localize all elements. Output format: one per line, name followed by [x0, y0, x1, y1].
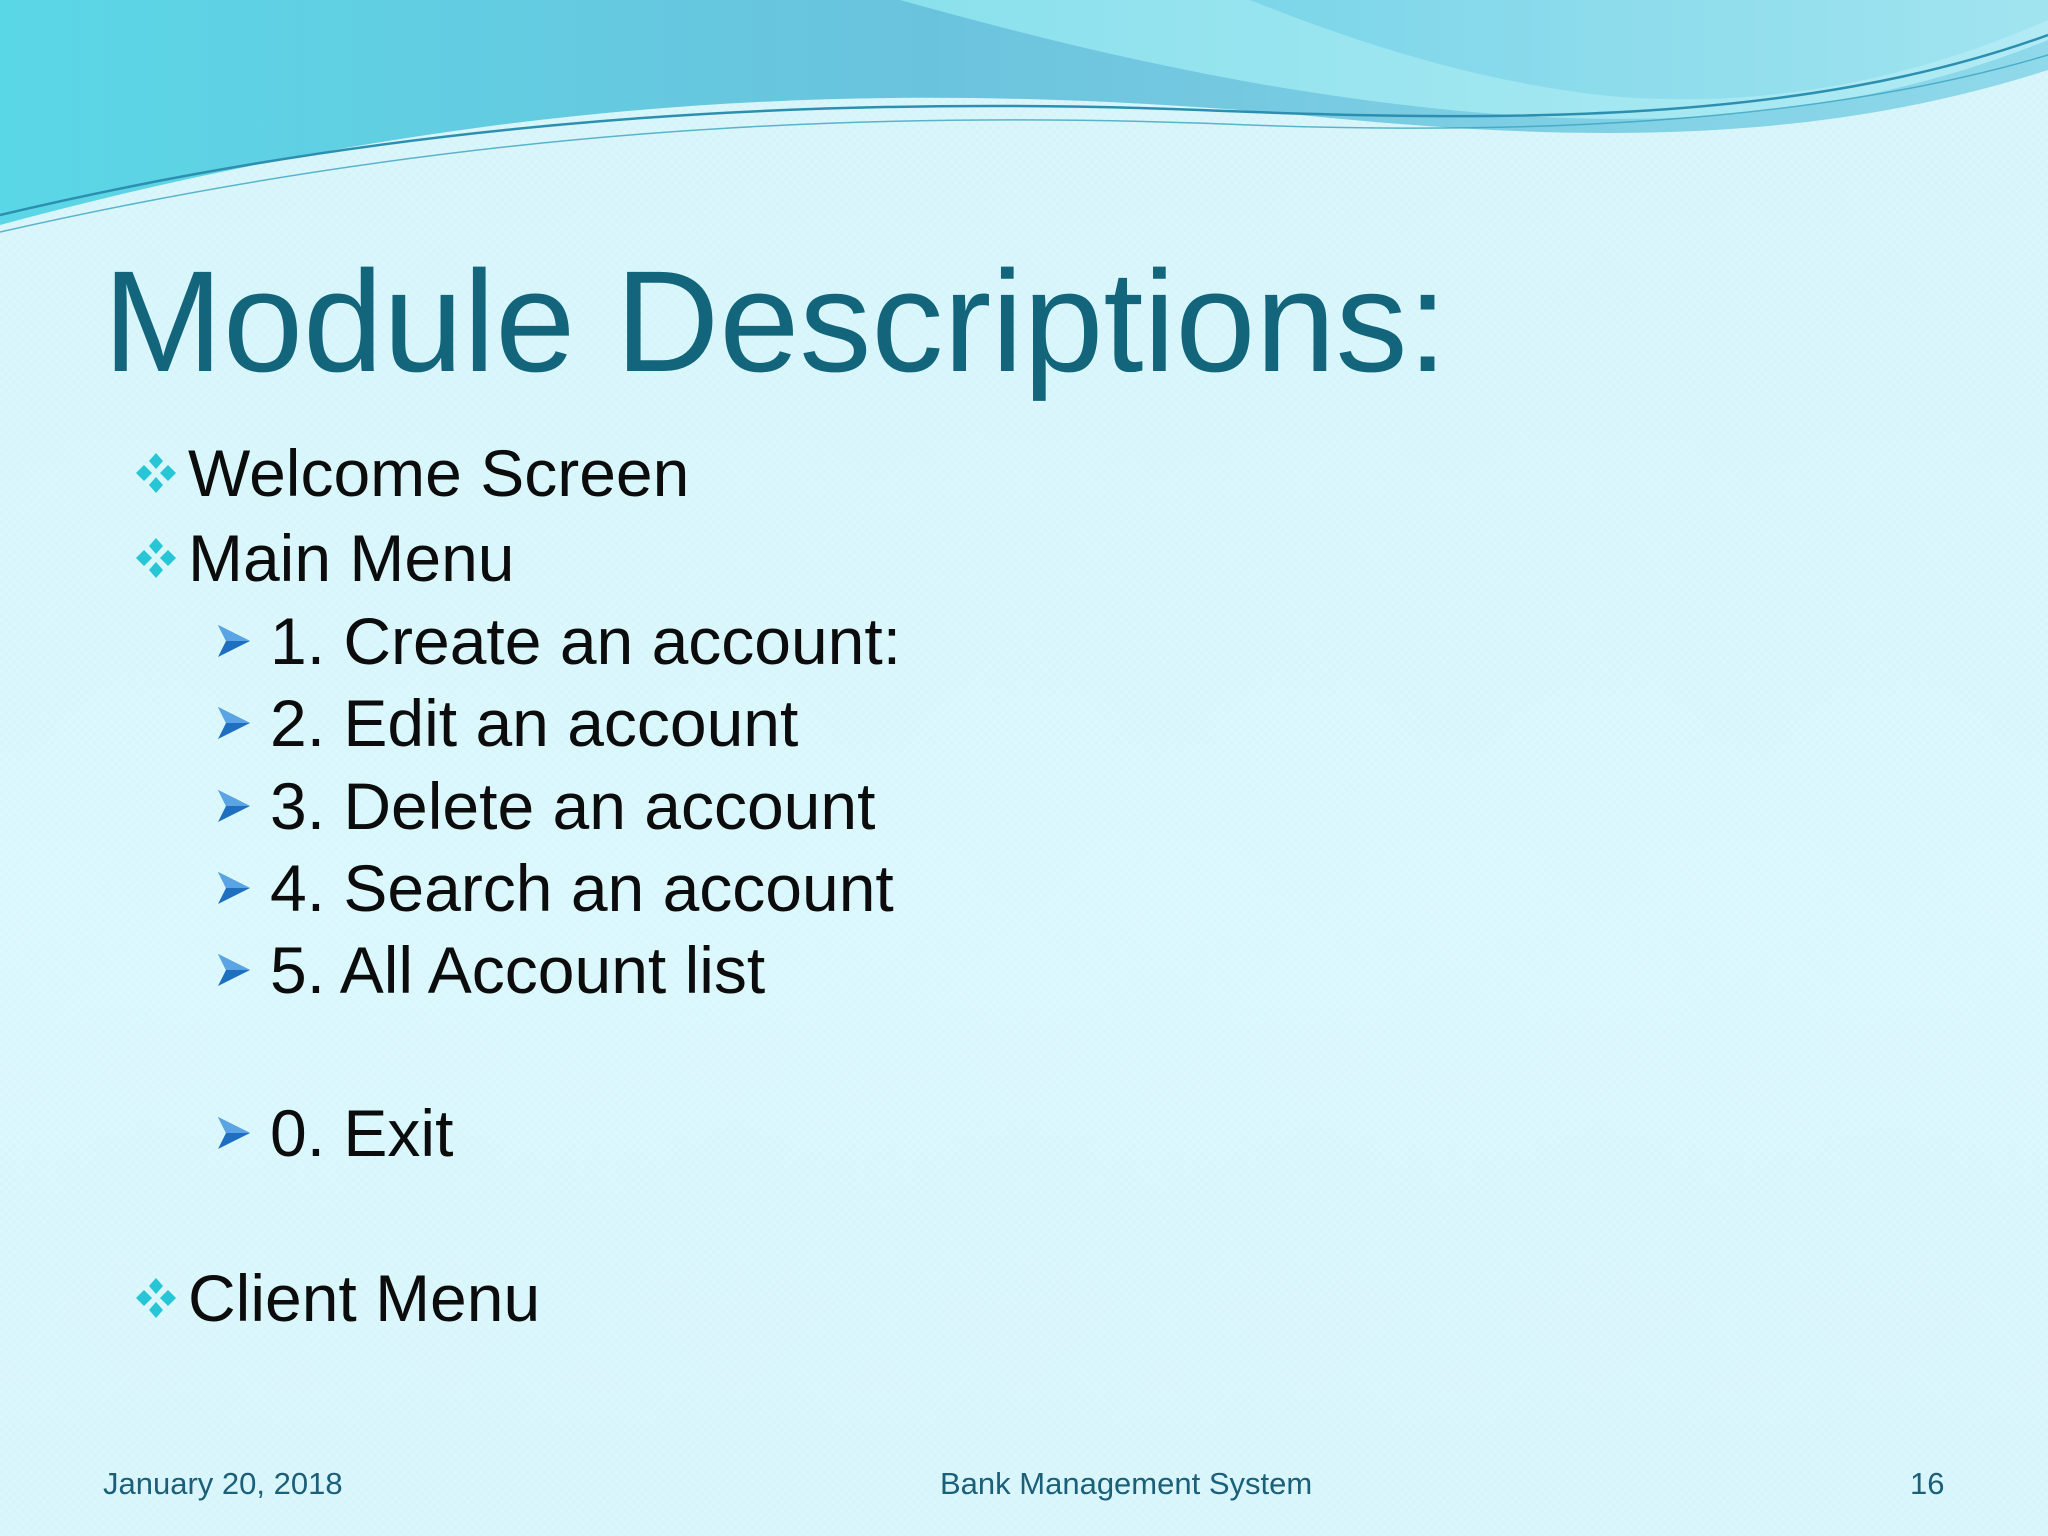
subitem-search-account	[212, 851, 894, 925]
bullet-label: Welcome Screen	[188, 436, 690, 510]
arrowhead-bullet-icon	[212, 948, 256, 992]
arrowhead-bullet-icon	[212, 1111, 256, 1155]
bullet-label: Client Menu	[188, 1261, 541, 1335]
bullet-item-main-menu	[128, 521, 515, 595]
subitem-label: 1. Create an account:	[270, 604, 902, 678]
arrowhead-bullet-icon	[212, 619, 256, 663]
footer-page-number: 16	[1910, 1466, 1945, 1501]
subitem-edit-account	[212, 686, 799, 760]
subitem-label: 5. All Account list	[270, 933, 766, 1007]
four-diamond-bullet-icon	[128, 530, 184, 586]
footer-date: January 20, 2018	[103, 1466, 343, 1501]
bullet-label: Main Menu	[188, 521, 515, 595]
bullet-item-client-menu	[128, 1261, 541, 1335]
subitem-label: 2. Edit an account	[270, 686, 799, 760]
subitem-exit	[212, 1096, 454, 1170]
subitem-label: 0. Exit	[270, 1096, 454, 1170]
subitem-label: 4. Search an account	[270, 851, 894, 925]
arrowhead-bullet-icon	[212, 866, 256, 910]
subitem-delete-account	[212, 769, 876, 843]
slide-title: Module Descriptions:	[103, 241, 1448, 402]
subitem-label: 3. Delete an account	[270, 769, 876, 843]
footer-presentation-title: Bank Management System	[940, 1466, 1313, 1501]
subitem-all-account-list	[212, 933, 766, 1007]
subitem-create-account	[212, 604, 902, 678]
four-diamond-bullet-icon	[128, 445, 184, 501]
arrowhead-bullet-icon	[212, 784, 256, 828]
four-diamond-bullet-icon	[128, 1270, 184, 1326]
arrowhead-bullet-icon	[212, 701, 256, 745]
bullet-item-welcome-screen	[128, 436, 690, 510]
